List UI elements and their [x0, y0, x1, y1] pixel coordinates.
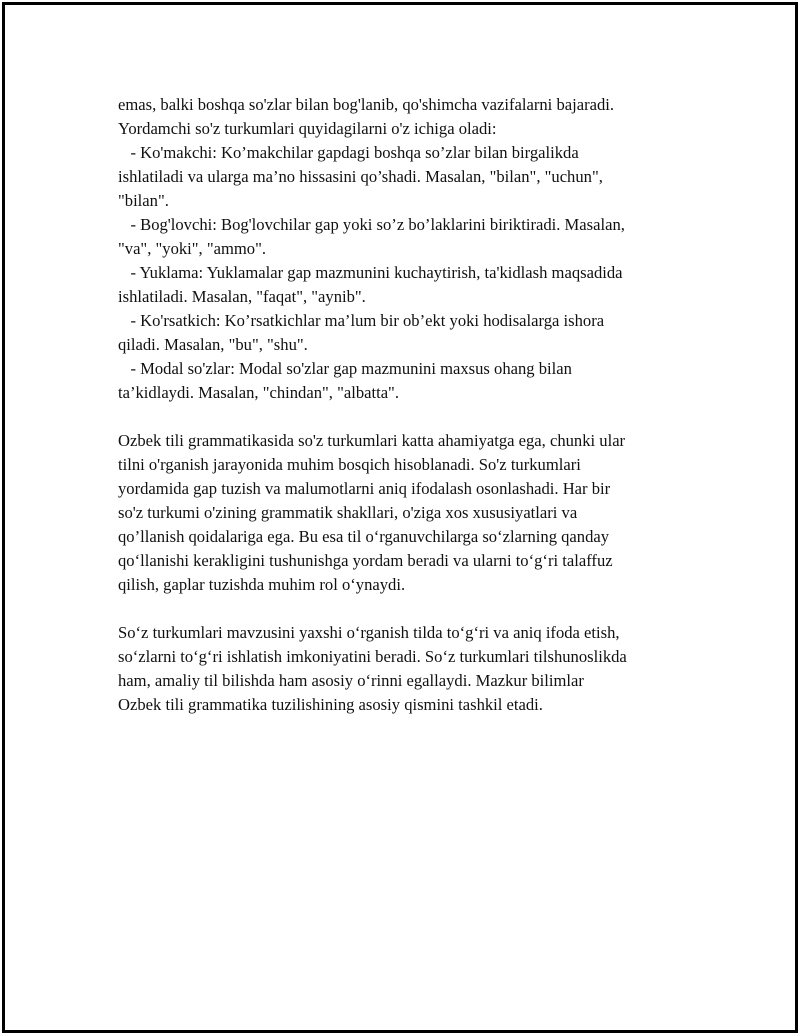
text-line: Ozbek tili grammatika tuzilishining asosiy qismini tashkil etadi.	[118, 695, 543, 714]
text-line: ham, amaliy til bilishda ham asosiy o‘rinni egallaydi. Mazkur bilimlar	[118, 671, 584, 690]
text-line: "bilan".	[118, 191, 169, 210]
text-line: Ozbek tili grammatikasida so'z turkumlari katta ahamiyatga ega, chunki ular	[118, 431, 626, 450]
list-item-korsatkich: - Ko'rsatkich: Ko’rsatkichlar ma’lum bir ob’ekt yoki hodisalarga ishora	[118, 311, 605, 330]
text-line: qiladi. Masalan, "bu", "shu".	[118, 335, 308, 354]
text-line: tilni o'rganish jarayonida muhim bosqich hisoblanadi. So'z turkumlari	[118, 455, 581, 474]
paragraph-grammar-importance	[118, 429, 698, 597]
text-line: "va", "yoki", "ammo".	[118, 239, 267, 258]
text-line: qo‘llanishi kerakligini tushunishga yordam beradi va ularni to‘g‘ri talaffuz	[118, 551, 613, 570]
text-line: yordamida gap tuzish va malumotlarni aniq ifodalash osonlashadi. Har bir	[118, 479, 611, 498]
list-item-modal-sozlar: - Modal so'zlar: Modal so'zlar gap mazmunini maxsus ohang bilan	[118, 359, 572, 378]
list-item-komakchi: - Ko'makchi: Ko’makchilar gapdagi boshqa so’zlar bilan birgalikda	[118, 143, 579, 162]
paragraph-word-classes-list	[118, 93, 698, 405]
paragraph-conclusion	[118, 621, 698, 717]
text-line: So‘z turkumlari mavzusini yaxshi o‘rganish tilda to‘g‘ri va aniq ifoda etish,	[118, 623, 620, 642]
text-line: ishlatiladi. Masalan, "faqat", "aynib".	[118, 287, 366, 306]
text-line: emas, balki boshqa so'zlar bilan bog'lanib, qo'shimcha vazifalarni bajaradi.	[118, 95, 615, 114]
text-line: Yordamchi so'z turkumlari quyidagilarni o'z ichiga oladi:	[118, 119, 497, 138]
text-line: so'z turkumi o'zining grammatik shakllari, o'ziga xos xususiyatlari va	[118, 503, 578, 522]
document-body	[118, 93, 698, 741]
text-line: qo’llanish qoidalariga ega. Bu esa til o‘rganuvchilarga so‘zlarning qanday	[118, 527, 610, 546]
text-line: so‘zlarni to‘g‘ri ishlatish imkoniyatini beradi. So‘z turkumlari tilshunoslikda	[118, 647, 627, 666]
list-item-boglovchi: - Bog'lovchi: Bog'lovchilar gap yoki so’z bo’laklarini biriktiradi. Masalan,	[118, 215, 625, 234]
text-line: qilish, gaplar tuzishda muhim rol o‘ynaydi.	[118, 575, 406, 594]
text-line: ta’kidlaydi. Masalan, "chindan", "albatta".	[118, 383, 399, 402]
text-line: ishlatiladi va ularga ma’no hissasini qo’shadi. Masalan, "bilan", "uchun",	[118, 167, 603, 186]
list-item-yuklama: - Yuklama: Yuklamalar gap mazmunini kuchaytirish, ta'kidlash maqsadida	[118, 263, 623, 282]
